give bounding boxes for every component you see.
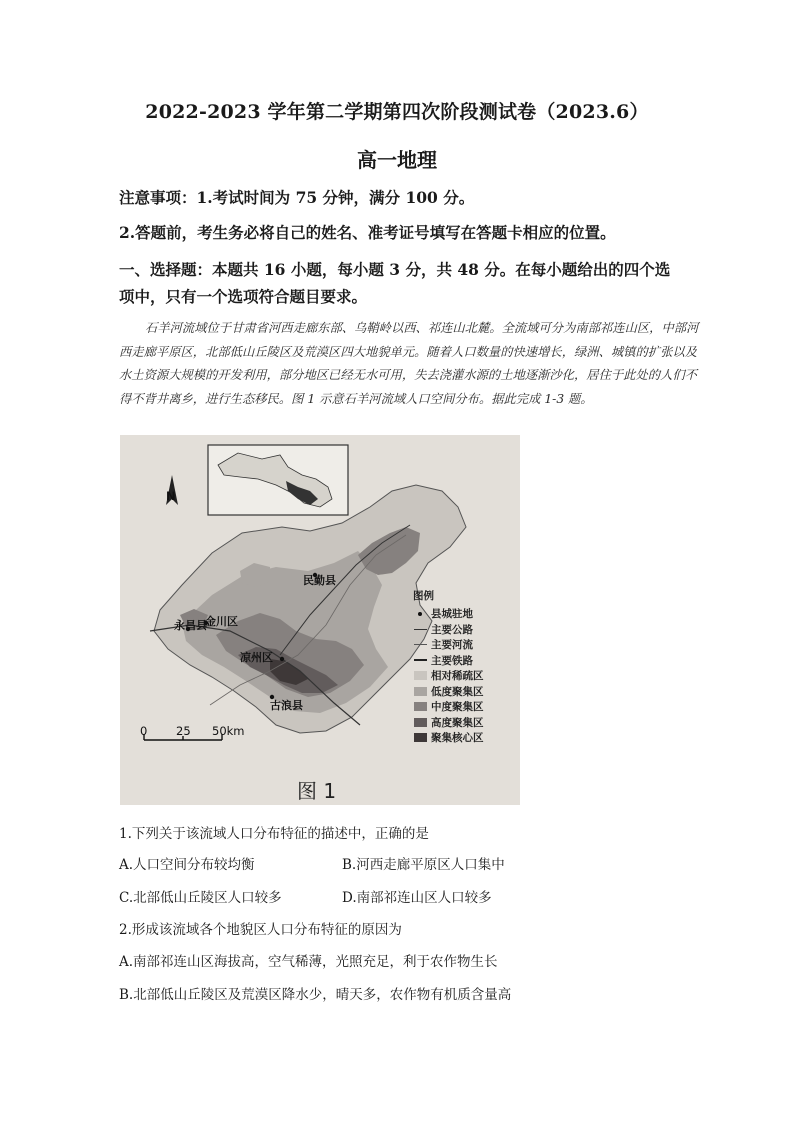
map-legend xyxy=(413,588,523,746)
scale-zero: 0 xyxy=(140,724,148,738)
legend-item xyxy=(413,653,523,669)
notes-line-1: 注意事项：1.考试时间为 75 分钟，满分 100 分。 xyxy=(119,188,475,207)
notes-line-2: 2.答题前，考生务必将自己的姓名、准考证号填写在答题卡相应的位置。 xyxy=(119,223,616,242)
question-2-stem: 2.形成该流域各个地貌区人口分布特征的原因为 xyxy=(119,922,402,938)
legend-label: 中度聚集区 xyxy=(431,701,484,714)
legend-item xyxy=(413,715,523,731)
legend-item xyxy=(413,637,523,653)
legend-label: 主要河流 xyxy=(431,639,473,652)
label-jinchuan: 金川区 xyxy=(205,615,238,628)
section-heading: 一、选择题：本题共 16 小题，每小题 3 分，共 48 分。在每小题给出的四个选项中，只有一个选项符合题目要求。 xyxy=(119,260,671,306)
legend-label: 聚集核心区 xyxy=(431,732,484,745)
legend-item xyxy=(413,668,523,684)
legend-item xyxy=(413,699,523,715)
subject-title: 高一地理 xyxy=(357,148,437,172)
legend-item xyxy=(413,730,523,746)
label-minqin: 民勤县 xyxy=(303,574,336,587)
legend-symbol-icon xyxy=(413,629,427,630)
legend-label: 相对稀疏区 xyxy=(431,670,484,683)
label-gulang: 古浪县 xyxy=(270,699,303,712)
scale-mid: 25 xyxy=(176,724,191,738)
legend-label: 主要铁路 xyxy=(431,654,473,667)
q2-option-a[interactable]: A.南部祁连山区海拔高，空气稀薄，光照充足，利于农作物生长 xyxy=(119,954,498,970)
legend-symbol-icon xyxy=(413,644,427,645)
q2-option-b[interactable]: B.北部低山丘陵区及荒漠区降水少，晴天多，农作物有机质含量高 xyxy=(119,987,512,1003)
legend-label: 县城驻地 xyxy=(431,608,473,621)
q1-option-b[interactable]: B.河西走廊平原区人口集中 xyxy=(342,857,505,873)
label-yongchang: 永昌县 xyxy=(174,619,207,632)
legend-symbol-icon xyxy=(413,733,427,742)
scale-end: 50km xyxy=(212,724,245,738)
legend-label: 高度聚集区 xyxy=(431,716,484,729)
q1-option-c[interactable]: C.北部低山丘陵区人口较多 xyxy=(119,890,282,906)
question-1-stem: 1.下列关于该流域人口分布特征的描述中，正确的是 xyxy=(119,826,429,842)
label-liangzhou: 凉州区 xyxy=(240,651,273,664)
legend-symbol-icon xyxy=(413,659,427,661)
legend-item xyxy=(413,684,523,700)
legend-title: 图例 xyxy=(413,590,434,602)
legend-item xyxy=(413,622,523,638)
legend-item xyxy=(413,606,523,622)
intro-paragraph xyxy=(119,317,699,411)
q1-option-d[interactable]: D.南部祁连山区人口较多 xyxy=(342,890,492,906)
legend-symbol-icon xyxy=(413,718,427,727)
exam-title: 2022-2023 学年第二学期第四次阶段测试卷（2023.6） xyxy=(145,101,649,123)
legend-symbol-icon xyxy=(413,702,427,711)
q1-option-a[interactable]: A.人口空间分布较均衡 xyxy=(119,857,255,873)
legend-symbol-icon xyxy=(413,612,427,616)
legend-label: 主要公路 xyxy=(431,623,473,636)
legend-symbol-icon xyxy=(413,671,427,680)
figure-caption: 图 1 xyxy=(297,779,337,803)
intro-text: 石羊河流域位于甘肃省河西走廊东部、乌鞘岭以西、祁连山北麓。全流域可分为南部祁连山区，中部河西走廊平原区，北部低山丘陵区及荒漠区四大地貌单元。随着人口数量的快速增长，绿洲、城镇的扩张以及水土资源大规模的开发利用，部分地区已经无水可用，失去浇灌水源的土地逐渐沙化，居住于此处的人们不得不背井离乡，进行生态移民。图 1 示意石羊河流域人口空间分布。据此完成 1-3 题。 xyxy=(119,321,699,406)
north-label: N xyxy=(166,489,176,503)
legend-label: 低度聚集区 xyxy=(431,685,484,698)
legend-symbol-icon xyxy=(413,687,427,696)
